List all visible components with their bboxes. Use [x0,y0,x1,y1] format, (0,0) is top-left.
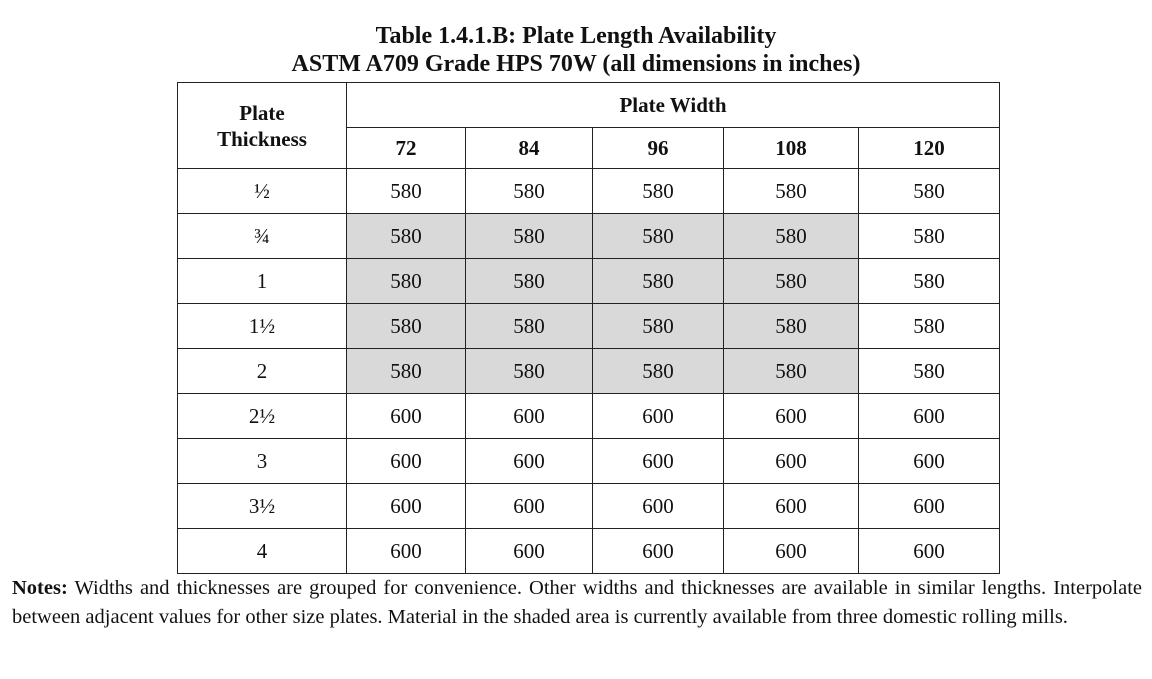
notes-text: Widths and thicknesses are grouped for convenience. Other widths and thicknesses are available in similar lengths. Interpolate between adjacent values for other size plates. Material in the shaded area is currently available from three domestic rolling mills. [12,577,1142,628]
length-cell: 580 [724,259,859,304]
length-cell: 600 [724,394,859,439]
length-cell: 580 [466,304,593,349]
length-cell: 580 [859,169,1000,214]
length-cell: 600 [593,439,724,484]
length-cell: 600 [724,439,859,484]
thickness-cell: 4 [178,529,347,574]
length-cell: 580 [347,349,466,394]
thickness-cell: 2 [178,349,347,394]
length-cell: 580 [593,304,724,349]
plate-width-header: Plate Width [347,83,1000,128]
thickness-cell: ¾ [178,214,347,259]
plate-thickness-header-line-1: Plate [239,100,285,125]
length-cell: 580 [859,304,1000,349]
width-header-cell: 120 [859,128,1000,169]
table-row [178,529,1000,574]
thickness-cell: 1 [178,259,347,304]
thickness-cell: 3 [178,439,347,484]
length-cell: 600 [859,529,1000,574]
length-cell: 580 [466,169,593,214]
length-cell: 600 [859,484,1000,529]
thickness-cell: 2½ [178,394,347,439]
length-cell: 580 [347,304,466,349]
length-cell: 580 [593,214,724,259]
table-row [178,169,1000,214]
length-cell: 580 [859,259,1000,304]
length-cell: 600 [593,484,724,529]
length-cell: 580 [593,169,724,214]
table-row [178,259,1000,304]
length-cell: 600 [347,484,466,529]
table-title [0,22,1152,78]
length-cell: 600 [859,394,1000,439]
table-row [178,304,1000,349]
length-cell: 580 [724,304,859,349]
length-cell: 600 [347,529,466,574]
width-header-cell: 84 [466,128,593,169]
length-cell: 600 [593,394,724,439]
length-cell: 580 [593,259,724,304]
thickness-cell: 1½ [178,304,347,349]
length-cell: 600 [466,439,593,484]
length-cell: 580 [347,259,466,304]
notes-label: Notes: [12,577,68,599]
length-cell: 600 [347,394,466,439]
length-cell: 580 [593,349,724,394]
length-cell: 600 [347,439,466,484]
length-cell: 580 [724,169,859,214]
length-cell: 580 [347,169,466,214]
table-row [178,349,1000,394]
table-row [178,439,1000,484]
length-cell: 580 [724,349,859,394]
title-line-2: ASTM A709 Grade HPS 70W (all dimensions in inches) [291,51,861,77]
table-row [178,484,1000,529]
thickness-cell: 3½ [178,484,347,529]
length-cell: 600 [724,484,859,529]
plate-thickness-header [178,83,347,169]
thickness-cell: ½ [178,169,347,214]
width-header-cell: 108 [724,128,859,169]
length-cell: 600 [593,529,724,574]
plate-thickness-header-line-2: Thickness [217,126,307,151]
length-cell: 580 [466,349,593,394]
length-cell: 600 [724,529,859,574]
plate-length-table [177,82,1000,574]
length-cell: 600 [466,484,593,529]
table-row [178,394,1000,439]
length-cell: 580 [466,214,593,259]
width-header-cell: 72 [347,128,466,169]
length-cell: 600 [466,529,593,574]
length-cell: 580 [466,259,593,304]
length-cell: 580 [859,349,1000,394]
length-cell: 580 [347,214,466,259]
length-cell: 600 [859,439,1000,484]
table-row [178,214,1000,259]
title-line-1: Table 1.4.1.B: Plate Length Availability [375,23,777,49]
length-cell: 580 [724,214,859,259]
length-cell: 600 [466,394,593,439]
width-header-cell: 96 [593,128,724,169]
notes-paragraph [12,574,1142,632]
length-cell: 580 [859,214,1000,259]
